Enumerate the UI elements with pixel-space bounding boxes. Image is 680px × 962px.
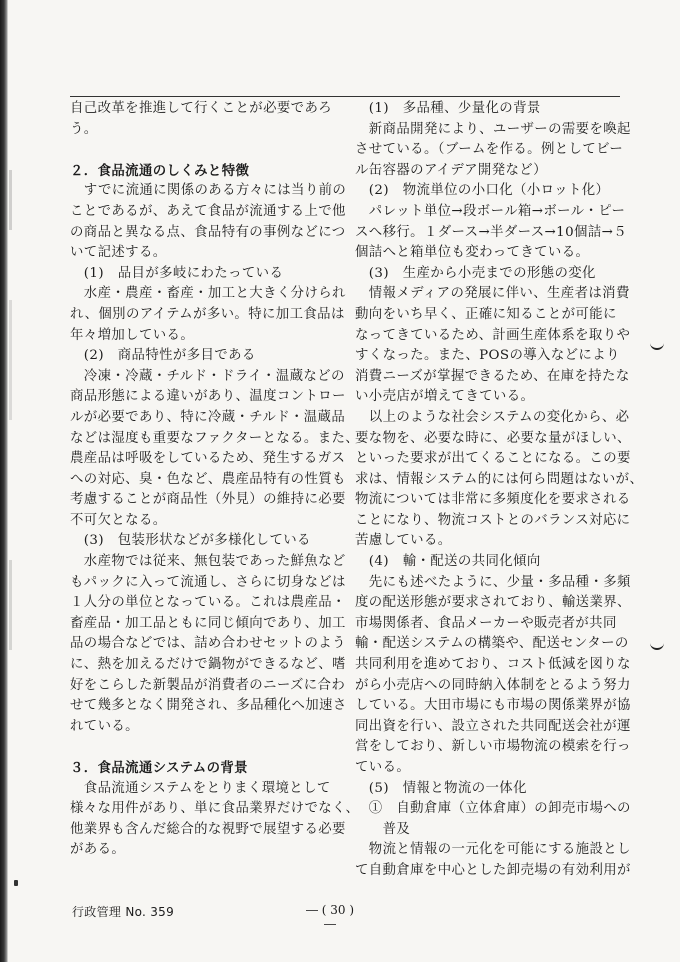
left-column xyxy=(70,99,360,861)
text-line: れている。 xyxy=(70,718,139,734)
text-line: 苦慮している。 xyxy=(355,533,452,549)
text-line: 物流と情報の一元化を可能にする施設とし xyxy=(355,842,631,858)
text-line: 同出資を行い、設立された共同配送会社が運 xyxy=(355,718,631,734)
text-line: ている。 xyxy=(355,760,411,775)
text-line: への対応、臭・色など、農産品特有の性質も xyxy=(70,471,346,487)
scan-speck xyxy=(9,170,12,230)
text-line: ルが必要であり、特に冷蔵・チルド・温蔵品 xyxy=(70,409,346,425)
text-line: 度の配送形態が要求されており、輸送業界、 xyxy=(355,595,631,611)
margin-mark xyxy=(650,638,664,650)
text-line: 冷凍・冷蔵・チルド・ドライ・温蔵などの xyxy=(70,368,345,384)
text-line: ことであるが、あえて食品が流通する上で他 xyxy=(70,203,346,219)
text-line: 輸・配送システムの構築や、配送センターの xyxy=(355,636,629,652)
header-rule xyxy=(70,96,620,97)
text-line: の商品と異なる点、食品特有の事例などにつ xyxy=(70,224,346,240)
text-line: れ、個別のアイテムが多い。特に加工食品は xyxy=(70,306,345,322)
text-line: 普及 xyxy=(355,821,411,837)
text-line: スへ移行。１ダース→半ダース→10個詰→５ xyxy=(355,224,628,240)
right-column xyxy=(355,99,644,882)
text-line: 水産・農産・畜産・加工と大きく分けられ xyxy=(70,286,346,302)
text-line: などは湿度も重要なファクターとなる。また、 xyxy=(70,430,360,446)
text-line: (1) 多品種、少量化の背景 xyxy=(355,101,541,116)
text-line: 情報メディアの発展に伴い、生産者は消費 xyxy=(355,286,630,302)
blank-line xyxy=(70,140,338,161)
text-line: ことになり、物流コストとのバランス対応に xyxy=(355,512,631,528)
text-line: いて記述する。 xyxy=(70,245,167,261)
blank-line xyxy=(70,737,338,758)
text-line: させている。（ブームを作る。例としてビー xyxy=(355,142,624,158)
text-line: 他業界も含んだ総合的な視野で展望する必要 xyxy=(70,821,346,837)
text-line: せて幾多となく開発され、多品種化へ加速さ xyxy=(70,698,347,714)
text-line: がある。 xyxy=(70,842,126,858)
text-line: (3) 包装形状などが多様化している xyxy=(70,533,311,549)
text-line: 考慮することが商品性（外見）の維持に必要 xyxy=(70,492,346,508)
text-line: なってきているため、計画生産体系を取りや xyxy=(355,327,631,343)
text-line: 農産品は呼吸をしているため、発生するガス xyxy=(70,451,346,467)
text-line: すくなった。また、POSの導入などにより xyxy=(355,348,620,364)
text-line: といった要求が出てくることになる。この要 xyxy=(355,451,631,467)
text-line: 食品流通システムをとりまく環境として xyxy=(70,780,331,796)
text-line: 先にも述べたように、少量・多品種・多頻 xyxy=(355,574,631,590)
text-line: 消費ニーズが掌握できるため、在庫を持たな xyxy=(355,368,630,384)
text-line: て自動倉庫を中心とした卸売場の有効利用が xyxy=(355,862,631,878)
text-line: 様々な用件があり、単に食品業界だけでなく、 xyxy=(70,801,360,817)
journal-label: 行政管理 No. 359 xyxy=(72,905,175,919)
text-line: に、熱を加えるだけで鍋物ができるなど、嗜 xyxy=(70,657,346,673)
text-line: 動向をいち早く、正確に知ることが可能に xyxy=(355,306,617,322)
text-line: 個詰へと箱単位も変わってきている。 xyxy=(355,245,590,261)
text-line: (1) 品目が多岐にわたっている xyxy=(70,265,284,281)
scan-speck xyxy=(9,560,12,650)
scan-speck xyxy=(9,300,12,420)
text-line: 年々増加している。 xyxy=(70,327,195,343)
text-line: 共同利用を進めており、コスト低減を図りな xyxy=(355,657,631,673)
text-line: 水産物では従来、無包装であった鮮魚など xyxy=(70,554,346,570)
text-line: (2) 商品特性が多目である xyxy=(70,348,256,364)
text-line: している。大田市場にも市場の関係業界が協 xyxy=(355,698,631,714)
text-line: １人分の単位となっている。これは農産品・ xyxy=(70,595,346,611)
text-line: (2) 物流単位の小口化（小ロット化） xyxy=(355,183,610,199)
text-line: 畜産品・加工品ともに同じ傾向であり、加工 xyxy=(70,615,346,631)
text-line: 品の場合などでは、詰め合わせセットのよう xyxy=(70,636,346,652)
text-line: 商品形態による違いがあり、温度コントロー xyxy=(70,389,346,405)
text-line: 新商品開発により、ユーザーの需要を喚起 xyxy=(355,121,631,137)
text-line: ３．食品流通システムの背景 xyxy=(70,760,248,776)
text-line: ２．食品流通のしくみと特徴 xyxy=(70,162,250,179)
text-line: 要な物を、必要な時に、必要な量がほしい、 xyxy=(355,430,631,446)
margin-mark xyxy=(650,338,664,350)
text-line: 市場関係者、食品メーカーや販売者が共同 xyxy=(355,615,617,631)
margin-dot xyxy=(14,880,18,886)
text-line: ① 自動倉庫（立体倉庫）の卸売市場への xyxy=(355,801,631,817)
text-line: 営をしており、新しい市場物流の模索を行っ xyxy=(355,739,631,755)
text-line: (3) 生産から小売までの形態の変化 xyxy=(355,265,596,281)
text-line: すでに流通に関係のある方々には当り前の xyxy=(70,183,347,199)
text-line: ル缶容器のアイデア開発など） xyxy=(355,162,547,178)
page-number: ― ( 30 ) ― xyxy=(305,903,355,931)
text-line: 自己改革を推進して行くことが必要であろ xyxy=(70,101,333,116)
text-line: 好をこらした新製品が消費者のニーズに合わ xyxy=(70,677,346,693)
text-line: 不可欠となる。 xyxy=(70,512,167,528)
text-line: 求は、情報システム的には何ら問題はないが、 xyxy=(355,471,644,487)
text-line: う。 xyxy=(70,121,98,137)
text-line: い小売店が増えてきている。 xyxy=(355,389,535,405)
text-line: パレット単位→段ボール箱→ボール・ピー xyxy=(355,203,626,219)
text-line: もパックに入って流通し、さらに切身などは xyxy=(70,574,346,590)
text-line: (4) 輸・配送の共同化傾向 xyxy=(355,554,541,570)
text-line: 物流については非常に多頻度化を要求される xyxy=(355,492,631,508)
binding-edge xyxy=(0,0,8,962)
text-line: がら小売店への同時納入体制をとるよう努力 xyxy=(355,677,631,693)
text-line: (5) 情報と物流の一体化 xyxy=(355,780,527,796)
text-line: 以上のような社会システムの変化から、必 xyxy=(355,409,630,425)
